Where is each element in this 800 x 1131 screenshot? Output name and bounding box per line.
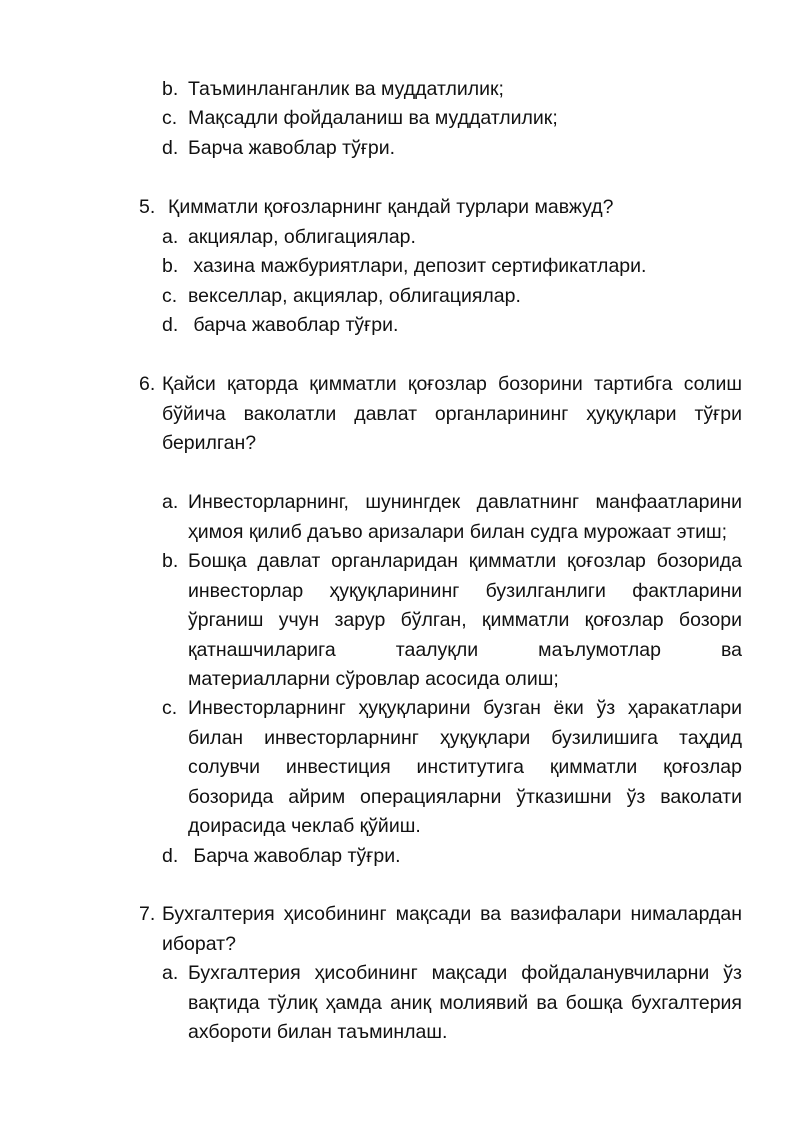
option-marker: a. bbox=[162, 962, 179, 984]
question-text-line: берилган? bbox=[162, 432, 257, 454]
option-marker: b. bbox=[162, 78, 179, 100]
option-text: Таъминланганлик ва муддатлилик; bbox=[188, 78, 504, 100]
question-text-line: Бухгалтерия ҳисобининг мақсади ва вазифалари нималардан bbox=[162, 903, 742, 925]
option-marker: c. bbox=[162, 107, 178, 129]
option-marker: b. bbox=[162, 255, 179, 277]
option-marker: c. bbox=[162, 697, 178, 719]
option-text-line: инвесторлар ҳуқуқларининг бузилганлиги фактларини bbox=[188, 580, 742, 602]
option-text-line: қатнашчиларига таалуқли маълумотлар ва bbox=[188, 639, 742, 661]
option-text-line: Бошқа давлат органларидан қимматли қоғозлар бозорида bbox=[188, 550, 742, 572]
option-text-line: материалларни сўровлар асосида олиш; bbox=[188, 668, 559, 690]
option-marker: a. bbox=[162, 226, 179, 248]
question-text-line: бўйича ваколатли давлат органларининг ҳуқуқлари тўғри bbox=[162, 403, 742, 425]
option-text: Барча жавоблар тўғри. bbox=[188, 137, 396, 159]
question-number: 6. bbox=[139, 373, 156, 395]
option-marker: d. bbox=[162, 314, 179, 336]
option-marker: c. bbox=[162, 285, 178, 307]
question-text-line: Қайси қаторда қимматли қоғозлар бозорини тартибга солиш bbox=[162, 373, 742, 395]
option-marker: d. bbox=[162, 137, 179, 159]
question-number: 7. bbox=[139, 903, 156, 925]
option-text-line: ҳимоя қилиб даъво аризалари билан судга мурожаат этиш; bbox=[188, 521, 728, 543]
option-text-line: ахбороти билан таъминлаш. bbox=[188, 1021, 448, 1043]
option-text-line: Инвесторларнинг ҳуқуқларини бузган ёки ўз ҳаракатлари bbox=[188, 697, 742, 719]
option-text: акциялар, облигациялар. bbox=[188, 226, 416, 248]
option-text: векселлар, акциялар, облигациялар. bbox=[188, 285, 521, 307]
option-marker: b. bbox=[162, 550, 179, 572]
option-text: Мақсадли фойдаланиш ва муддатлилик; bbox=[188, 107, 558, 129]
option-text: хазина мажбуриятлари, депозит сертификатлари. bbox=[188, 255, 647, 277]
option-text-line: ўрганиш учун зарур бўлган, қимматли қоғозлар бозори bbox=[188, 609, 742, 631]
question-number: 5. bbox=[139, 196, 156, 218]
option-text: барча жавоблар тўғри. bbox=[188, 314, 399, 336]
question-text: Қимматли қоғозларнинг қандай турлари мавжуд? bbox=[168, 196, 614, 218]
option-text-line: Барча жавоблар тўғри. bbox=[188, 845, 401, 867]
option-text-line: бозорида айрим операцияларни ўтказишни ўз ваколати bbox=[188, 786, 742, 808]
option-marker: d. bbox=[162, 845, 179, 867]
option-marker: a. bbox=[162, 491, 179, 513]
option-text-line: солувчи инвестиция институтига қимматли қоғозлар bbox=[188, 756, 742, 778]
question-text-line: иборат? bbox=[162, 933, 236, 955]
option-text-line: Бухгалтерия ҳисобининг мақсади фойдаланувчиларни ўз bbox=[188, 962, 742, 984]
option-text-line: доирасида чеклаб қўйиш. bbox=[188, 815, 421, 837]
option-text-line: билан инвесторларнинг ҳуқуқлари бузилишига таҳдид bbox=[188, 727, 742, 749]
option-text-line: Инвесторларнинг, шунингдек давлатнинг манфаатларини bbox=[188, 491, 742, 513]
option-text-line: вақтида тўлиқ ҳамда аниқ молиявий ва бошқа бухгалтерия bbox=[188, 992, 742, 1014]
